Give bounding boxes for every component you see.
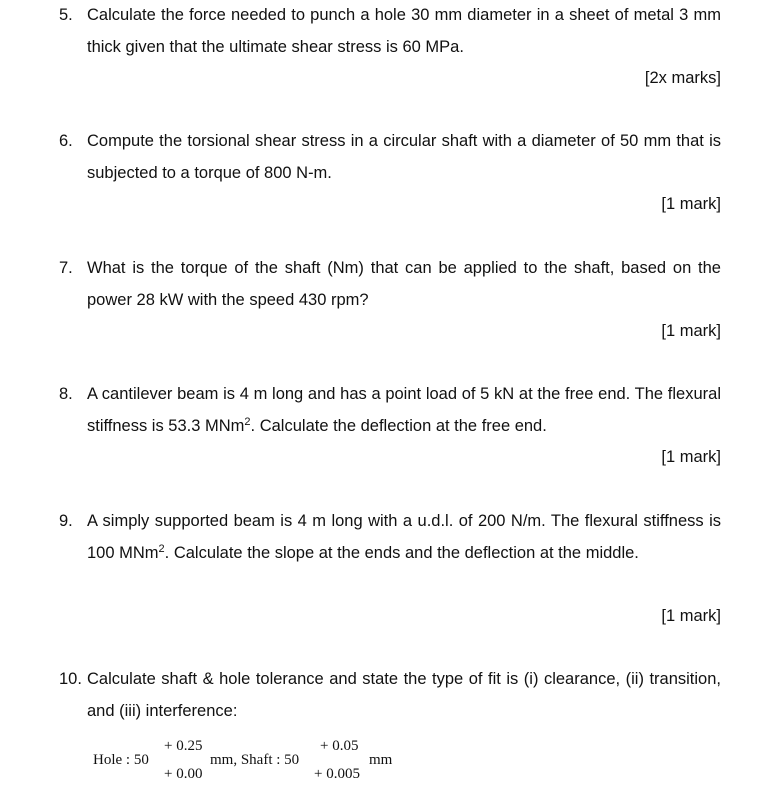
question-number: 10. bbox=[59, 670, 82, 688]
shaft-upper-deviation: + 0.05 bbox=[320, 738, 359, 754]
hole-label: Hole : 50 bbox=[93, 752, 149, 768]
question-text-part: . Calculate the deflection at the free end. bbox=[250, 416, 547, 435]
tolerance-formula bbox=[93, 736, 513, 788]
hole-lower-deviation: + 0.00 bbox=[164, 766, 203, 782]
shaft-unit: mm bbox=[369, 752, 393, 768]
hole-unit-shaft-label: mm, Shaft : 50 bbox=[210, 752, 300, 768]
question-number: 5. bbox=[59, 6, 73, 24]
question-text-part: . Calculate the slope at the ends and the deflection at the middle. bbox=[164, 543, 639, 562]
marks-label: [1 mark] bbox=[661, 195, 721, 213]
shaft-lower-deviation: + 0.005 bbox=[314, 766, 360, 782]
question-text: Calculate the force needed to punch a hole 30 mm diameter in a sheet of metal 3 mm thick given that the ultimate shear stress is 60 MPa. bbox=[87, 6, 721, 56]
question-text: Compute the torsional shear stress in a circular shaft with a diameter of 50 mm that is subjected to a torque of 800 N-m. bbox=[87, 132, 721, 182]
marks-label: [1 mark] bbox=[661, 448, 721, 466]
hole-upper-deviation: + 0.25 bbox=[164, 738, 203, 754]
question-text-part: A cantilever beam is 4 m long and has a point load of 5 kN at the free end. The flexural stiffness is 53.3 MNm bbox=[87, 385, 721, 435]
question-text-part: A simply supported beam is 4 m long with a u.d.l. of 200 N/m. The flexural stiffness is 100 MNm bbox=[87, 512, 721, 562]
marks-label: [1 mark] bbox=[661, 607, 721, 625]
marks-label: [2x marks] bbox=[644, 69, 721, 87]
marks-label: [1 mark] bbox=[661, 322, 721, 340]
question-text: Calculate shaft & hole tolerance and state the type of fit is (i) clearance, (ii) transition, and (iii) interference: bbox=[87, 670, 721, 720]
superscript: 2 bbox=[244, 415, 251, 428]
question-number: 8. bbox=[59, 385, 73, 403]
question-text bbox=[87, 379, 721, 442]
question-number: 6. bbox=[59, 132, 73, 150]
question-number: 7. bbox=[59, 259, 73, 277]
question-text: What is the torque of the shaft (Nm) that can be applied to the shaft, based on the power 28 kW with the speed 430 rpm? bbox=[87, 259, 721, 309]
question-text bbox=[87, 506, 721, 569]
question-number: 9. bbox=[59, 512, 73, 530]
superscript: 2 bbox=[158, 542, 165, 555]
